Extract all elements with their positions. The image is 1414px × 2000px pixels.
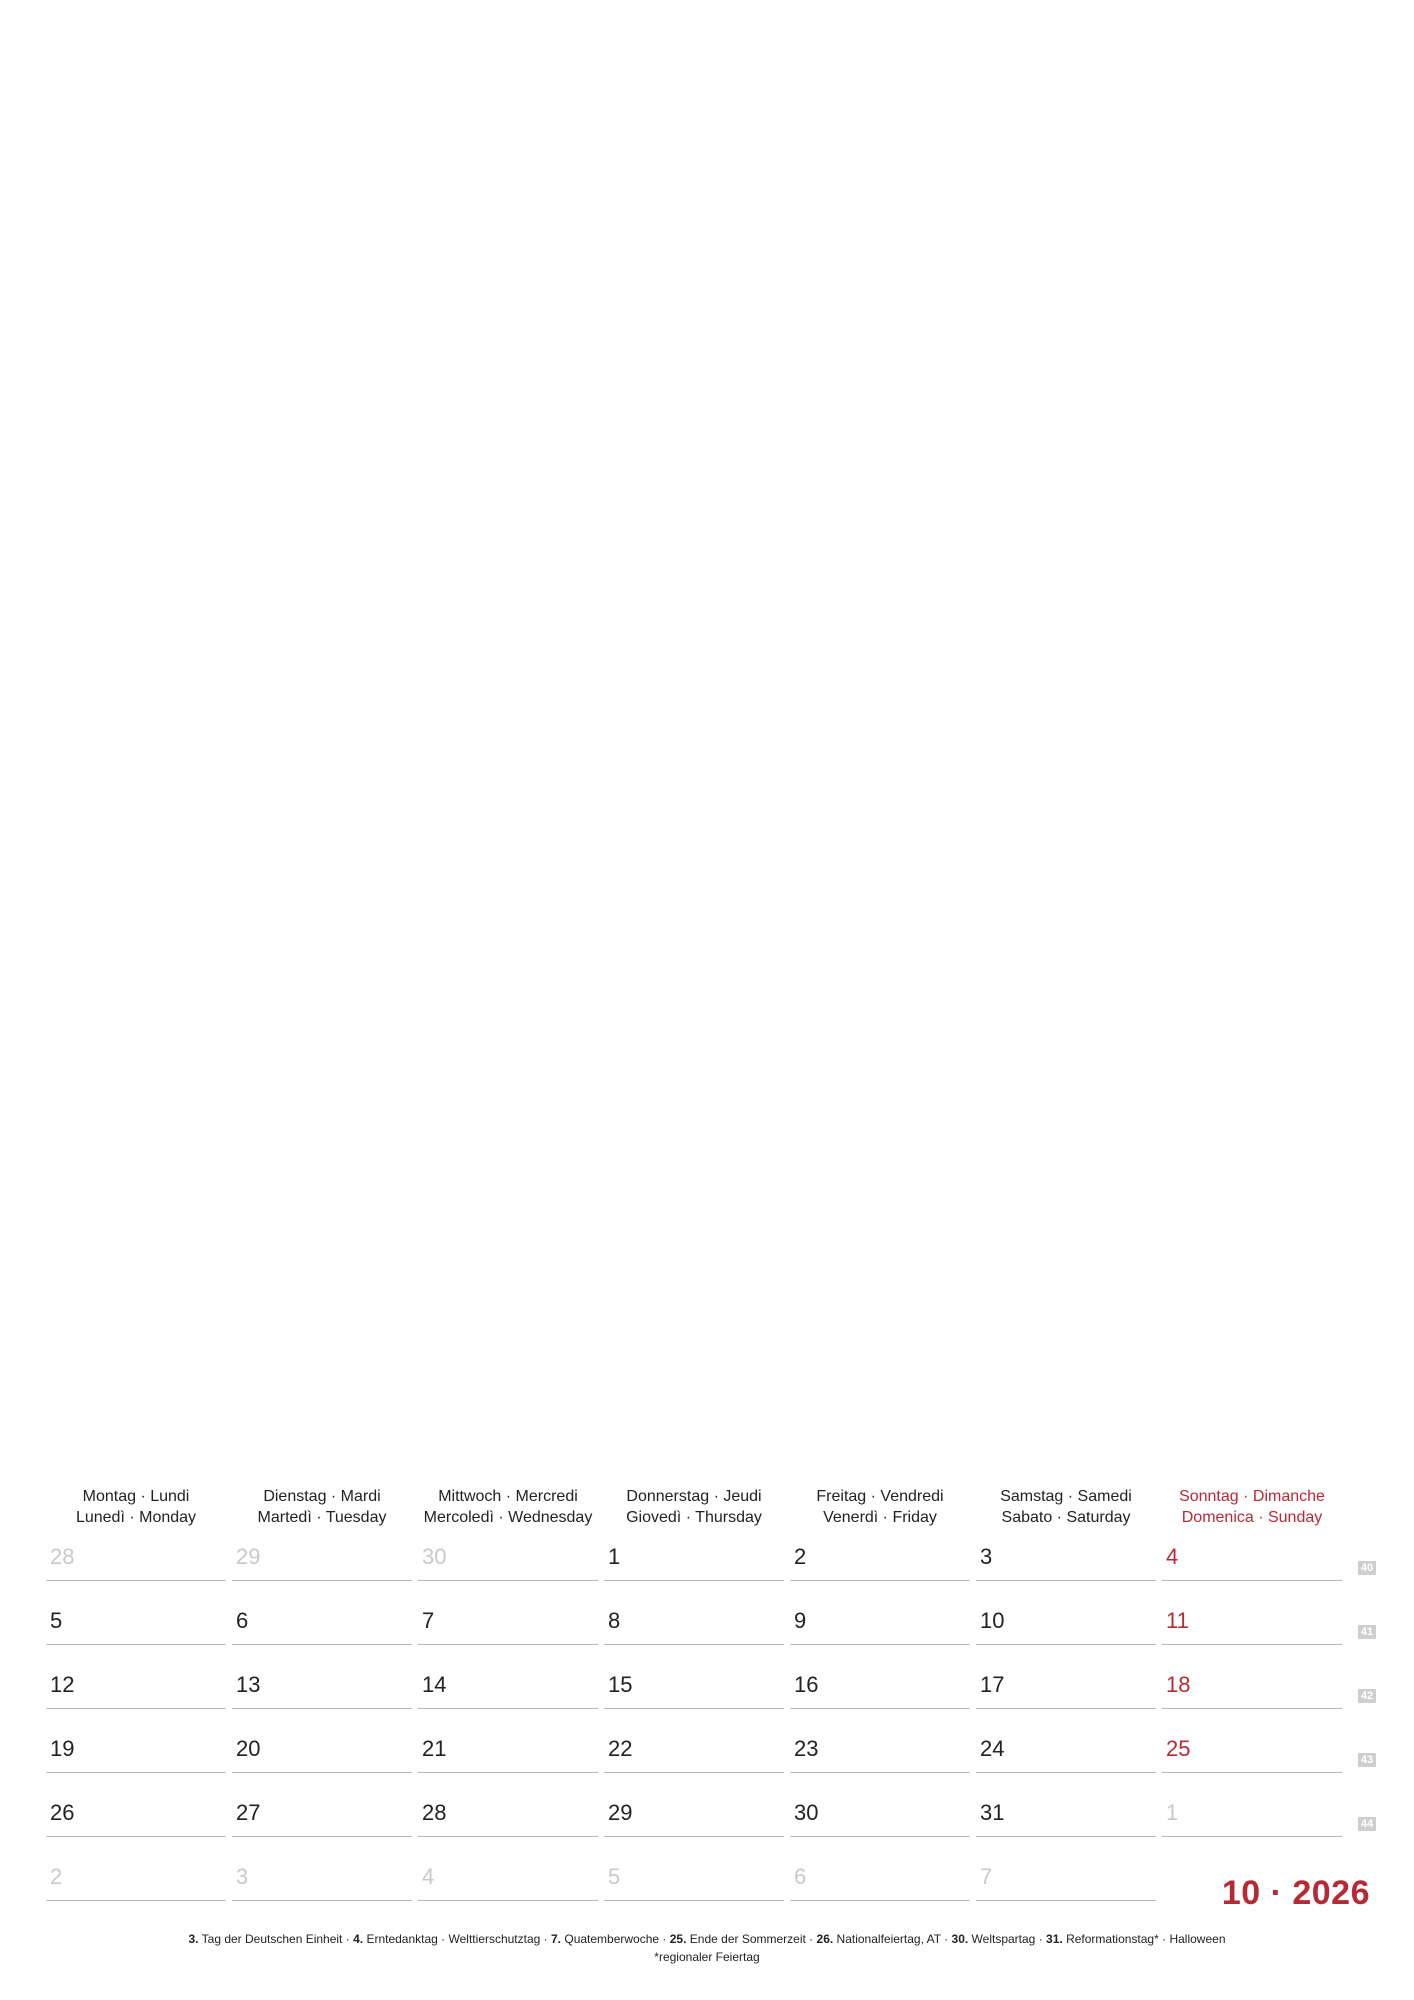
- day-cell: [604, 1605, 784, 1645]
- holiday-day: 3.: [188, 1932, 199, 1946]
- weekday-header: [1162, 1486, 1342, 1530]
- day-number: 6: [794, 1864, 807, 1889]
- day-cell: [976, 1733, 1156, 1773]
- holiday-separator: ·: [659, 1932, 670, 1946]
- day-cell: [46, 1733, 226, 1773]
- day-number: 29: [236, 1544, 261, 1569]
- holiday-item: [670, 1932, 806, 1946]
- holiday-name: Erntedanktag: [366, 1932, 438, 1946]
- day-cell: [418, 1861, 598, 1901]
- day-number: 10: [980, 1608, 1005, 1633]
- day-number: 29: [608, 1800, 633, 1825]
- day-number: 7: [422, 1608, 435, 1633]
- day-number: 13: [236, 1672, 261, 1697]
- holiday-separator: ·: [805, 1932, 817, 1946]
- day-cell: [418, 1605, 598, 1645]
- day-number: 30: [794, 1800, 819, 1825]
- day-number: 3: [980, 1544, 993, 1569]
- holiday-separator: ·: [342, 1932, 354, 1946]
- day-number: 8: [608, 1608, 621, 1633]
- day-cell: [46, 1541, 226, 1581]
- holiday-item: [353, 1932, 438, 1946]
- week-number-badge: 41: [1358, 1625, 1376, 1639]
- day-number: 30: [422, 1544, 447, 1569]
- day-number: 1: [1166, 1800, 1179, 1825]
- day-number: 11: [1166, 1608, 1189, 1633]
- weekday-name-line1: Montag · Lundi: [82, 1488, 190, 1505]
- holiday-name: Reformationstag*: [1066, 1932, 1159, 1946]
- day-number: 4: [1166, 1544, 1179, 1569]
- day-number: 27: [236, 1800, 261, 1825]
- day-cell: [604, 1669, 784, 1709]
- day-cell: [976, 1605, 1156, 1645]
- week-number-badge: 40: [1358, 1561, 1376, 1575]
- holiday-separator: ·: [940, 1932, 952, 1946]
- holiday-list: [0, 1930, 1414, 1966]
- weekday-name-line2: Domenica · Sunday: [1181, 1509, 1323, 1526]
- day-cell: [976, 1861, 1156, 1901]
- weekday-name-line1: Dienstag · Mardi: [263, 1488, 381, 1505]
- weekday-header: [232, 1486, 412, 1530]
- day-cell: [604, 1541, 784, 1581]
- day-number: 2: [50, 1864, 63, 1889]
- weekday-header: [976, 1486, 1156, 1530]
- day-number: 7: [980, 1864, 993, 1889]
- day-number: 6: [236, 1608, 249, 1633]
- day-number: 28: [50, 1544, 75, 1569]
- holiday-separator: ·: [1035, 1932, 1047, 1946]
- weekday-header: [790, 1486, 970, 1530]
- day-cell: [1162, 1541, 1342, 1581]
- holiday-separator: ·: [437, 1932, 449, 1946]
- weekday-name-line1: Mittwoch · Mercredi: [438, 1488, 578, 1505]
- holiday-item: [449, 1932, 541, 1946]
- week-number-badge: 43: [1358, 1753, 1376, 1767]
- day-cell: [1162, 1605, 1342, 1645]
- day-number: 18: [1166, 1672, 1191, 1697]
- day-number: 25: [1166, 1736, 1191, 1761]
- day-cell: [232, 1861, 412, 1901]
- day-cell: [790, 1733, 970, 1773]
- day-cell: [46, 1797, 226, 1837]
- day-cell: [790, 1541, 970, 1581]
- holiday-name: Weltspartag: [971, 1932, 1036, 1946]
- day-cell: [418, 1733, 598, 1773]
- holiday-day: 25.: [669, 1932, 687, 1946]
- day-cell: [604, 1861, 784, 1901]
- day-cell: [232, 1797, 412, 1837]
- day-cell: [46, 1669, 226, 1709]
- weekday-header: [46, 1486, 226, 1530]
- weekday-name-line1: Sonntag · Dimanche: [1179, 1488, 1325, 1505]
- holiday-name: Nationalfeiertag, AT: [836, 1932, 941, 1946]
- day-cell: [790, 1669, 970, 1709]
- holiday-name: Quatemberwoche: [564, 1932, 660, 1946]
- holiday-item: [952, 1932, 1036, 1946]
- holiday-day: 4.: [353, 1932, 364, 1946]
- weekday-name-line2: Mercoledì · Wednesday: [423, 1509, 593, 1526]
- day-number: 9: [794, 1608, 807, 1633]
- day-cell: [976, 1541, 1156, 1581]
- weekday-name-line1: Samstag · Samedi: [1000, 1488, 1132, 1505]
- day-cell: [232, 1541, 412, 1581]
- day-cell: [418, 1797, 598, 1837]
- day-number: 4: [422, 1864, 435, 1889]
- holiday-day: 31.: [1046, 1932, 1063, 1946]
- day-number: 31: [980, 1800, 1005, 1825]
- holiday-item: [189, 1932, 343, 1946]
- holiday-separator: ·: [1158, 1932, 1170, 1946]
- day-cell: [790, 1861, 970, 1901]
- holiday-day: 30.: [951, 1932, 969, 1946]
- day-number: 17: [980, 1672, 1005, 1697]
- day-number: 5: [50, 1608, 63, 1633]
- day-number: 16: [794, 1672, 819, 1697]
- holiday-item: [551, 1932, 659, 1946]
- weekday-header: [418, 1486, 598, 1530]
- holiday-day: 26.: [816, 1932, 834, 1946]
- day-number: 3: [236, 1864, 249, 1889]
- day-cell: [232, 1733, 412, 1773]
- day-number: 26: [50, 1800, 75, 1825]
- day-number: 19: [50, 1736, 75, 1761]
- day-cell: [46, 1605, 226, 1645]
- day-cell: [790, 1605, 970, 1645]
- holiday-item: [1169, 1932, 1225, 1946]
- day-cell: [46, 1861, 226, 1901]
- weekday-name-line1: Freitag · Vendredi: [816, 1488, 944, 1505]
- day-cell: [976, 1669, 1156, 1709]
- day-cell: [1162, 1797, 1342, 1837]
- weekday-name-line2: Martedì · Tuesday: [257, 1509, 387, 1526]
- day-cell: [232, 1669, 412, 1709]
- holiday-item: [817, 1932, 941, 1946]
- weekday-name-line2: Venerdì · Friday: [823, 1509, 937, 1526]
- day-number: 15: [608, 1672, 633, 1697]
- weekday-name-line1: Donnerstag · Jeudi: [626, 1488, 762, 1505]
- day-number: 28: [422, 1800, 447, 1825]
- day-number: 21: [422, 1736, 447, 1761]
- day-number: 14: [422, 1672, 447, 1697]
- holiday-footnote: *regionaler Feiertag: [654, 1950, 760, 1964]
- holiday-day: 7.: [551, 1932, 562, 1946]
- holiday-name: Ende der Sommerzeit: [689, 1932, 806, 1946]
- day-cell: [790, 1797, 970, 1837]
- weekday-name-line2: Lunedì · Monday: [75, 1509, 197, 1526]
- holiday-name: Welttierschutztag: [448, 1932, 541, 1946]
- day-number: 24: [980, 1736, 1005, 1761]
- week-number-badge: 44: [1358, 1817, 1376, 1831]
- day-cell: [1162, 1669, 1342, 1709]
- day-cell: [604, 1797, 784, 1837]
- day-number: 1: [608, 1544, 621, 1569]
- day-cell: [418, 1541, 598, 1581]
- day-number: 5: [608, 1864, 621, 1889]
- month-title: 10 · 2026: [1221, 1874, 1370, 1912]
- day-cell: [976, 1797, 1156, 1837]
- day-number: 23: [794, 1736, 819, 1761]
- day-number: 2: [794, 1544, 807, 1569]
- day-cell: [604, 1733, 784, 1773]
- weekday-header: [604, 1486, 784, 1530]
- weekday-name-line2: Giovedì · Thursday: [626, 1509, 762, 1526]
- week-number-badge: 42: [1358, 1689, 1376, 1703]
- day-number: 12: [50, 1672, 75, 1697]
- day-cell: [418, 1669, 598, 1709]
- holiday-line: [0, 1930, 1414, 1948]
- day-cell: [1162, 1733, 1342, 1773]
- holiday-item: [1046, 1932, 1159, 1946]
- holiday-name: Halloween: [1169, 1932, 1226, 1946]
- weekday-name-line2: Sabato · Saturday: [1001, 1509, 1131, 1526]
- holiday-separator: ·: [540, 1932, 551, 1946]
- holiday-name: Tag der Deutschen Einheit: [201, 1932, 343, 1946]
- day-cell: [232, 1605, 412, 1645]
- day-number: 20: [236, 1736, 261, 1761]
- day-number: 22: [608, 1736, 633, 1761]
